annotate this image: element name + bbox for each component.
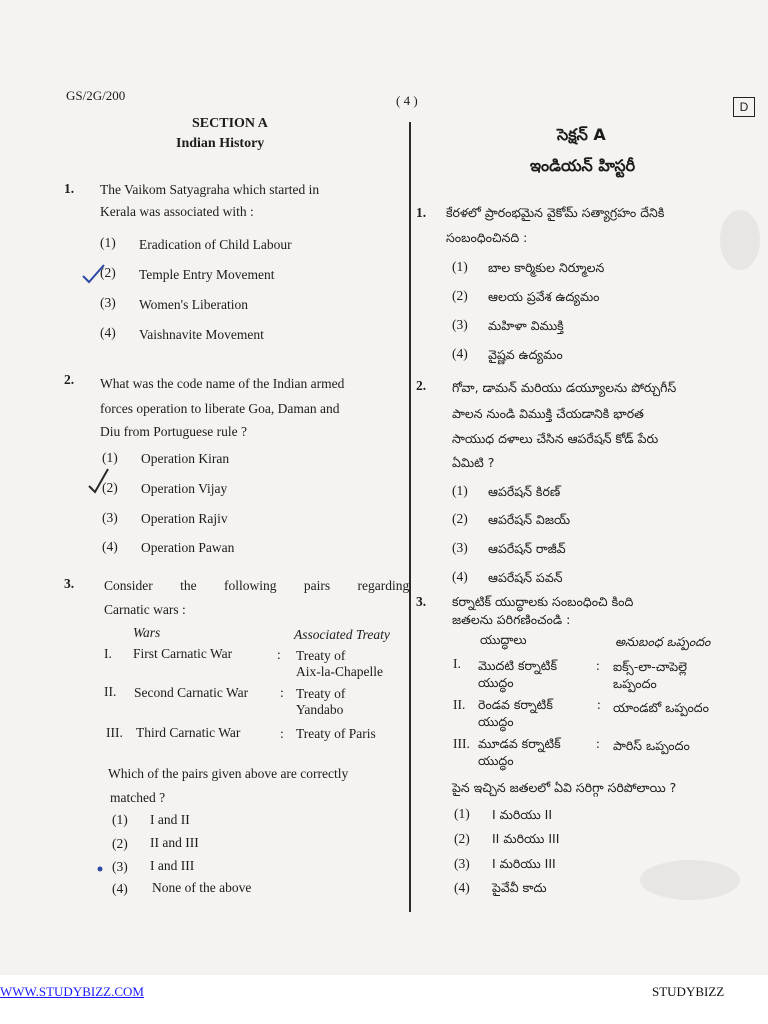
option-text: I మరియు II (492, 807, 553, 822)
option-number: (2) (452, 288, 468, 303)
pair-war: రెండవ కర్నాటిక్ (478, 697, 553, 712)
option-number: (3) (100, 295, 116, 310)
option-text: II మరియు III (492, 831, 560, 846)
column-header-treaty: Associated Treaty (294, 627, 390, 642)
brand-label: STUDYBIZZ (652, 984, 725, 999)
question-text: కేరళలో ప్రారంభమైన వైకోమ్ సత్యాగ్రహం దేనికి (446, 205, 665, 220)
question-text-line: Consider the following pairs regarding (104, 578, 410, 593)
pair-treaty: ఐక్స్-లా-చాపెల్లె (613, 659, 688, 674)
pair-separator: : (597, 697, 601, 712)
pair-treaty: పారిస్ ఒప్పందం (613, 738, 690, 753)
pair-number: III. (453, 736, 470, 751)
booklet-series-badge: D (733, 97, 755, 117)
pair-war: యుద్ధం (478, 753, 514, 768)
option-number: (4) (454, 880, 470, 895)
question-number: 1. (64, 181, 75, 196)
option-number: (1) (112, 812, 128, 827)
pair-treaty: Treaty of (296, 648, 346, 663)
column-header-wars: Wars (133, 625, 161, 640)
option-number: (4) (452, 569, 468, 584)
pair-number: II. (104, 684, 117, 699)
question-number: 3. (416, 594, 427, 609)
pair-war: First Carnatic War (133, 646, 233, 661)
website-link[interactable]: WWW.STUDYBIZZ.COM (0, 984, 144, 999)
pair-treaty: Aix-la-Chapelle (296, 664, 383, 679)
option-text: Operation Pawan (141, 540, 235, 555)
question-text: సాయుధ దళాలు చేసిన ఆపరేషన్ కోడ్ పేరు (452, 431, 659, 446)
option-text: Eradication of Child Labour (139, 237, 292, 252)
page-number: ( 4 ) (396, 93, 418, 108)
question-text: Carnatic wars : (104, 602, 186, 617)
pair-war: Second Carnatic War (134, 685, 249, 700)
handwritten-tick-mark (86, 466, 114, 496)
option-text: Operation Vijay (141, 481, 228, 496)
option-text: వైష్ణవ ఉద్యమం (488, 347, 563, 362)
question-text: What was the code name of the Indian armed (100, 376, 345, 391)
option-number: (1) (452, 259, 468, 274)
subject-title-en: Indian History (176, 136, 265, 151)
pair-war: యుద్ధం (478, 714, 514, 729)
subject-title-te: ఇండియన్ హిస్టరీ (530, 156, 636, 175)
option-number: (3) (112, 859, 128, 874)
column-divider (409, 122, 411, 912)
pair-treaty: Yandabo (296, 702, 344, 717)
option-number: (2) (102, 480, 118, 495)
option-text: I and II (150, 812, 190, 827)
question-text: జతలను పరిగణించండి : (452, 612, 571, 627)
pair-treaty: ఒప్పందం (613, 676, 657, 691)
pair-war: యుద్ధం (478, 675, 514, 690)
section-title-en: SECTION A (192, 116, 268, 131)
option-number: (2) (100, 265, 116, 280)
option-number: (4) (100, 325, 116, 340)
option-number: (4) (102, 539, 118, 554)
pair-number: III. (106, 725, 123, 740)
option-number: (2) (452, 511, 468, 526)
question-text: ఏమిటి ? (452, 455, 495, 470)
pair-treaty: యాండబో ఒప్పందం (613, 700, 709, 715)
question-number: 2. (416, 378, 427, 393)
question-text: Which of the pairs given above are correctly (108, 766, 349, 781)
option-number: (3) (452, 317, 468, 332)
option-number: (1) (100, 235, 116, 250)
option-text: ఆలయ ప్రవేశ ఉద్యమం (488, 289, 600, 304)
pair-number: II. (453, 697, 466, 712)
option-number: (4) (452, 346, 468, 361)
pair-separator: : (596, 658, 600, 673)
question-text (104, 574, 409, 598)
option-text: I and III (150, 858, 195, 873)
question-text: గోవా, డామన్ మరియు డయ్యూలను పోర్చుగీస్ (452, 380, 677, 395)
question-text: forces operation to liberate Goa, Daman and (100, 401, 340, 416)
option-text: ఆపరేషన్ పవన్ (488, 570, 563, 585)
option-text: బాల కార్మికుల నిర్మూలన (488, 260, 605, 275)
pair-number: I. (453, 656, 461, 671)
option-text: Operation Kiran (141, 451, 230, 466)
question-text: Kerala was associated with : (100, 204, 254, 219)
pen-dot-mark (96, 864, 106, 874)
option-number: (4) (112, 881, 128, 896)
question-number: 2. (64, 372, 75, 387)
option-number: (3) (454, 856, 470, 871)
scan-smudge (720, 210, 760, 270)
question-text: సంబంధించినది : (446, 230, 528, 245)
question-text: పాలన నుండి విముక్తి చేయడానికి భారత (452, 406, 644, 421)
column-header-wars: యుద్ధాలు (480, 632, 527, 647)
section-title-te: సెక్షన్ A (557, 125, 606, 144)
option-number: (2) (112, 836, 128, 851)
option-text: Temple Entry Movement (139, 267, 275, 282)
option-text: Women's Liberation (139, 297, 248, 312)
option-text: Operation Rajiv (141, 511, 228, 526)
pair-treaty: Treaty of Paris (296, 726, 376, 741)
question-text: Diu from Portuguese rule ? (100, 424, 247, 439)
pair-number: I. (104, 646, 112, 661)
question-number: 3. (64, 576, 75, 591)
option-number: (3) (102, 510, 118, 525)
option-text: II and III (150, 835, 199, 850)
option-number: (1) (452, 483, 468, 498)
option-text: ఆపరేషన్ కిరణ్ (488, 484, 561, 499)
pair-war: మొదటి కర్నాటిక్ (478, 658, 557, 673)
question-text: పైన ఇచ్చిన జతలలో ఏవి సరిగ్గా సరిపోలాయి ? (452, 780, 677, 795)
option-text: మహిళా విముక్తి (488, 318, 564, 333)
pair-separator: : (277, 647, 281, 662)
pair-separator: : (596, 736, 600, 751)
handwritten-tick-mark (80, 262, 106, 284)
option-number: (3) (452, 540, 468, 555)
pair-separator: : (280, 726, 284, 741)
pair-war: Third Carnatic War (136, 725, 241, 740)
option-text: పైవేవీ కాదు (492, 880, 547, 895)
scan-smudge (640, 860, 740, 900)
option-text: ఆపరేషన్ రాజీవ్ (488, 541, 566, 556)
question-text: matched ? (110, 790, 166, 805)
option-text: None of the above (152, 880, 252, 895)
question-text: The Vaikom Satyagraha which started in (100, 182, 320, 197)
question-number: 1. (416, 205, 427, 220)
question-text: కర్నాటిక్ యుద్ధాలకు సంబంధించి కింది (452, 594, 634, 609)
option-text: Vaishnavite Movement (139, 327, 264, 342)
pair-treaty: Treaty of (296, 686, 346, 701)
column-header-treaty: అనుబంధ ఒప్పందం (615, 634, 711, 649)
pair-separator: : (280, 685, 284, 700)
paper-code: GS/2G/200 (66, 88, 126, 103)
pair-war: మూడవ కర్నాటిక్ (478, 736, 561, 751)
option-number: (1) (454, 806, 470, 821)
option-number: (2) (454, 831, 470, 846)
option-number: (1) (102, 450, 118, 465)
option-text: I మరియు III (492, 856, 556, 871)
option-text: ఆపరేషన్ విజయ్ (488, 512, 571, 527)
